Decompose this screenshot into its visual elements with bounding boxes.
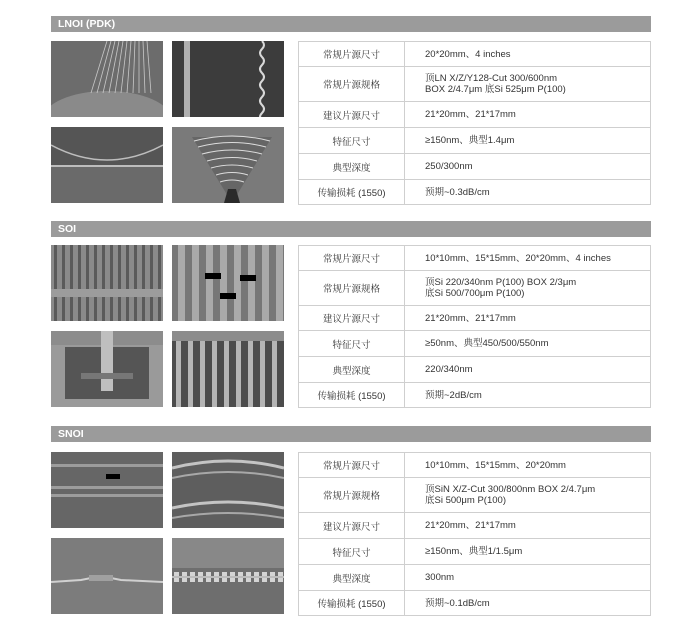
spec-value: 顶Si 220/340nm P(100) BOX 2/3μm 底Si 500/700μm P(100) bbox=[405, 271, 651, 306]
spec-key: 常规片源尺寸 bbox=[299, 246, 405, 271]
spec-value: 预期~2dB/cm bbox=[405, 383, 651, 408]
sem-image-taper-waveguide bbox=[51, 452, 163, 528]
table-row bbox=[299, 180, 651, 205]
spec-key: 典型深度 bbox=[299, 154, 405, 180]
section-header-lnoi: LNOI (PDK) bbox=[51, 16, 651, 32]
spec-key: 常规片源尺寸 bbox=[299, 453, 405, 478]
spec-value: 220/340nm bbox=[405, 357, 651, 383]
section-header-snoi: SNOI bbox=[51, 426, 651, 442]
table-row bbox=[299, 478, 651, 513]
table-row bbox=[299, 453, 651, 478]
sem-image-corrugated-waveguide bbox=[172, 538, 284, 614]
spec-value: ≥150nm、典型1.4μm bbox=[405, 128, 651, 154]
table-row bbox=[299, 513, 651, 539]
spec-value: 21*20mm、21*17mm bbox=[405, 513, 651, 539]
table-row bbox=[299, 539, 651, 565]
spec-value: 250/300nm bbox=[405, 154, 651, 180]
spec-key: 传输损耗 (1550) bbox=[299, 383, 405, 408]
spec-table-soi bbox=[298, 245, 651, 408]
table-row bbox=[299, 357, 651, 383]
spec-key: 特征尺寸 bbox=[299, 539, 405, 565]
table-row bbox=[299, 246, 651, 271]
spec-value: 顶SiN X/Z-Cut 300/800nm BOX 2/4.7μm 底Si 500μm P(100) bbox=[405, 478, 651, 513]
table-row bbox=[299, 154, 651, 180]
spec-value: 21*20mm、21*17mm bbox=[405, 102, 651, 128]
table-row bbox=[299, 306, 651, 331]
spec-key: 典型深度 bbox=[299, 357, 405, 383]
table-row bbox=[299, 67, 651, 102]
sem-image-trench-waveguide bbox=[51, 331, 163, 407]
sem-image-comb-structure bbox=[172, 331, 284, 407]
spec-key: 传输损耗 (1550) bbox=[299, 591, 405, 616]
spec-key: 特征尺寸 bbox=[299, 331, 405, 357]
spec-table-snoi bbox=[298, 452, 651, 616]
section-header-soi: SOI bbox=[51, 221, 651, 237]
sem-image-grating-redacted bbox=[172, 245, 284, 321]
spec-value: 20*20mm、4 inches bbox=[405, 42, 651, 67]
spec-key: 建议片源尺寸 bbox=[299, 306, 405, 331]
spec-key: 常规片源尺寸 bbox=[299, 42, 405, 67]
spec-value: 10*10mm、15*15mm、20*20mm bbox=[405, 453, 651, 478]
sem-image-focusing-grating bbox=[172, 127, 284, 203]
spec-key: 常规片源规格 bbox=[299, 478, 405, 513]
spec-value: 300nm bbox=[405, 565, 651, 591]
spec-key: 特征尺寸 bbox=[299, 128, 405, 154]
spec-key: 建议片源尺寸 bbox=[299, 102, 405, 128]
spec-value: 21*20mm、21*17mm bbox=[405, 306, 651, 331]
table-row bbox=[299, 331, 651, 357]
spec-key: 常规片源规格 bbox=[299, 67, 405, 102]
spec-value: 顶LN X/Z/Y128-Cut 300/600nm BOX 2/4.7μm 底Si 525μm P(100) bbox=[405, 67, 651, 102]
spec-value: 预期~0.1dB/cm bbox=[405, 591, 651, 616]
spec-key: 建议片源尺寸 bbox=[299, 513, 405, 539]
spec-value: ≥150nm、典型1/1.5μm bbox=[405, 539, 651, 565]
sem-image-curved-waveguides bbox=[172, 452, 284, 528]
sem-image-vertical-grating bbox=[51, 245, 163, 321]
sem-image-ring-coupler bbox=[51, 127, 163, 203]
spec-value: ≥50nm、典型450/500/550nm bbox=[405, 331, 651, 357]
table-row bbox=[299, 591, 651, 616]
table-row bbox=[299, 383, 651, 408]
spec-key: 传输损耗 (1550) bbox=[299, 180, 405, 205]
table-row bbox=[299, 102, 651, 128]
sem-image-mode-converter bbox=[51, 538, 163, 614]
spec-key: 常规片源规格 bbox=[299, 271, 405, 306]
spec-value: 10*10mm、15*15mm、20*20mm、4 inches bbox=[405, 246, 651, 271]
table-row bbox=[299, 271, 651, 306]
spec-value: 预期~0.3dB/cm bbox=[405, 180, 651, 205]
table-row bbox=[299, 42, 651, 67]
sem-image-waveguide-edge bbox=[172, 41, 284, 117]
table-row bbox=[299, 128, 651, 154]
spec-key: 典型深度 bbox=[299, 565, 405, 591]
spec-table-lnoi bbox=[298, 41, 651, 205]
table-row bbox=[299, 565, 651, 591]
sem-image-grating-coupler bbox=[51, 41, 163, 117]
